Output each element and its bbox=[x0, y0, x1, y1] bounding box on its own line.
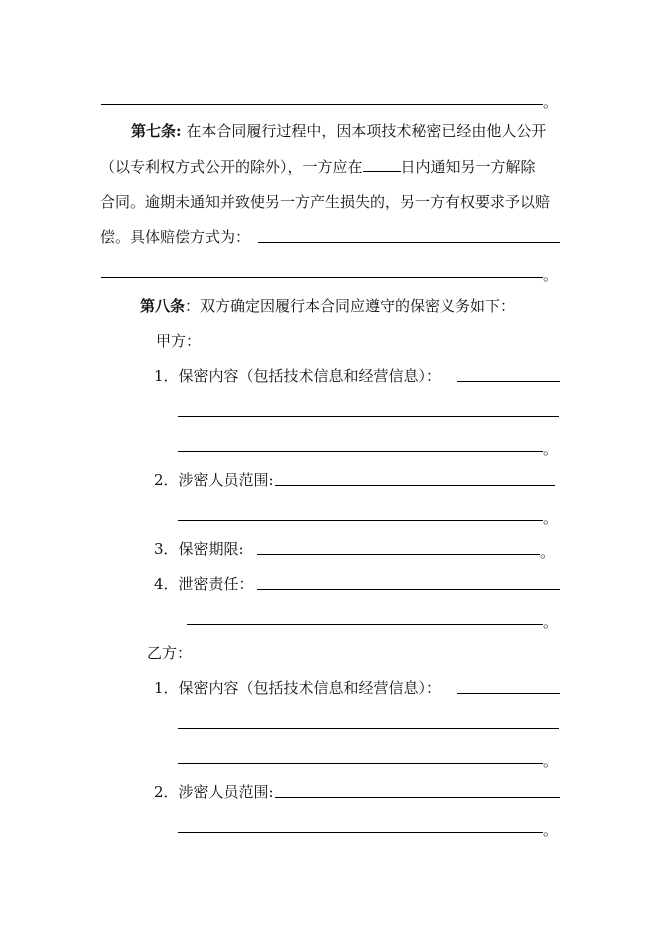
party-a-liability-blank-2[interactable] bbox=[187, 624, 543, 625]
period: 。 bbox=[543, 613, 559, 631]
party-a-item-2 bbox=[154, 470, 274, 490]
party-a-item-3 bbox=[154, 539, 244, 559]
article-8-intro: ：双方确定因履行本合同应遵守的保密义务如下： bbox=[185, 297, 516, 315]
party-a-item-1 bbox=[154, 366, 441, 386]
period: 。 bbox=[543, 509, 559, 527]
party-b-content-blank-1[interactable] bbox=[457, 693, 560, 694]
party-a-content-blank-2[interactable] bbox=[178, 416, 559, 417]
party-b-label: 乙方： bbox=[147, 644, 193, 662]
compensation-blank-2[interactable] bbox=[101, 277, 543, 278]
article-7-line-2 bbox=[100, 156, 536, 177]
party-a-liability-blank-1[interactable] bbox=[257, 589, 560, 590]
party-a-personnel-blank-2[interactable] bbox=[178, 520, 543, 521]
party-b-content-blank-3[interactable] bbox=[178, 763, 543, 764]
party-b-item-2 bbox=[154, 782, 274, 802]
item-number: 1． bbox=[154, 679, 179, 697]
party-b-content-blank-2[interactable] bbox=[178, 728, 559, 729]
period: 。 bbox=[543, 266, 559, 284]
party-a-content-blank-1[interactable] bbox=[457, 381, 560, 382]
party-a-label: 甲方： bbox=[156, 332, 202, 350]
article-7-text-1: 在本合同履行过程中，因本项技术秘密已经由他人公开 bbox=[186, 122, 547, 140]
item-label: 涉密人员范围: bbox=[178, 783, 274, 801]
article-8-heading: 第八条 bbox=[140, 297, 186, 315]
party-a-content-blank-3[interactable] bbox=[178, 451, 543, 452]
party-b-item-1 bbox=[154, 678, 441, 698]
article-7-line-4: 偿。具体赔偿方式为： bbox=[100, 228, 251, 246]
days-blank[interactable] bbox=[363, 156, 401, 172]
article-7-text-2b: 日内通知另一方解除 bbox=[400, 158, 536, 176]
party-a-period-blank[interactable] bbox=[257, 554, 540, 555]
party-b-personnel-blank-1[interactable] bbox=[275, 797, 560, 798]
article-7-line-3: 合同。逾期未通知并致使另一方产生损失的，另一方有权要求予以赔 bbox=[100, 193, 551, 211]
period: 。 bbox=[543, 440, 559, 458]
item-label: 保密期限: bbox=[178, 540, 244, 558]
item-number: 3． bbox=[154, 540, 179, 558]
item-number: 2． bbox=[154, 471, 179, 489]
item-label: 保密内容（包括技术信息和经营信息）： bbox=[178, 367, 442, 385]
item-number: 4． bbox=[154, 575, 179, 593]
item-number: 2． bbox=[154, 783, 179, 801]
article-7-heading: 第七条: bbox=[131, 122, 182, 140]
party-a-item-4 bbox=[154, 574, 254, 594]
article-7-text-2a: （以专利权方式公开的除外），一方应在 bbox=[100, 158, 363, 176]
period: 。 bbox=[543, 752, 559, 770]
article-8-line bbox=[140, 296, 515, 316]
period: 。 bbox=[543, 93, 559, 111]
item-label: 保密内容（包括技术信息和经营信息）： bbox=[178, 679, 442, 697]
party-a-personnel-blank-1[interactable] bbox=[275, 485, 555, 486]
item-label: 泄密责任： bbox=[178, 575, 254, 593]
party-b-personnel-blank-2[interactable] bbox=[178, 832, 543, 833]
item-label: 涉密人员范围: bbox=[178, 471, 274, 489]
period: 。 bbox=[540, 543, 556, 561]
item-number: 1． bbox=[154, 367, 179, 385]
period: 。 bbox=[543, 821, 559, 839]
compensation-blank-1[interactable] bbox=[258, 242, 560, 243]
blank-line bbox=[101, 104, 543, 105]
article-7-line-1 bbox=[131, 121, 546, 141]
